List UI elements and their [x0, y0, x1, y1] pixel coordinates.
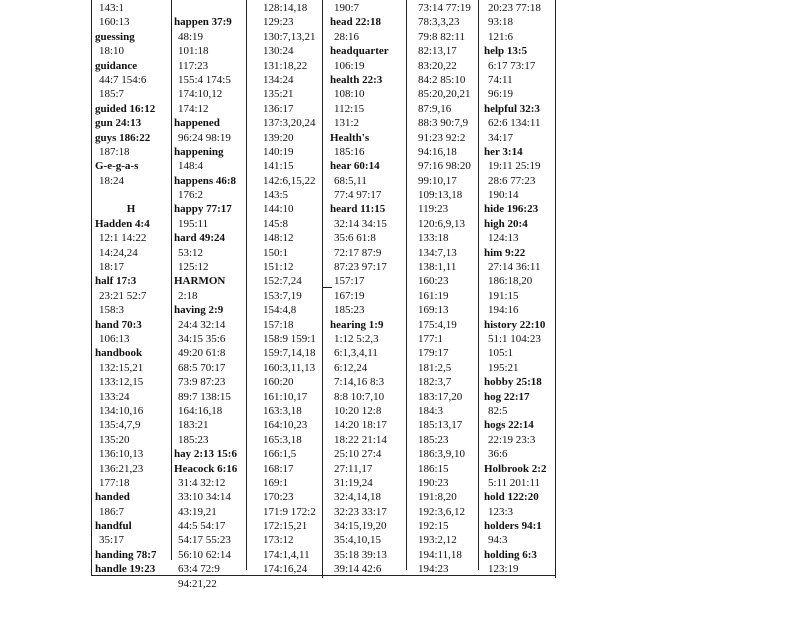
index-entry-pages: 96:24 98:19	[178, 131, 231, 144]
index-entry-term: hearing 1:9	[330, 318, 384, 331]
index-entry-pages: 128:14,18	[263, 2, 308, 14]
index-entry-pages: 105:1	[488, 347, 514, 360]
index-entry-pages: 195:21	[488, 361, 519, 374]
column-divider	[91, 0, 92, 575]
index-entry-pages: 133:18	[418, 232, 449, 245]
index-entry-term: history 22:10	[484, 318, 546, 331]
index-entry-pages: 22:19 23:3	[488, 433, 536, 446]
index-entry-pages: 148:4	[178, 160, 204, 173]
index-entry-pages: 193:2,12	[418, 534, 457, 547]
index-entry-term: handful	[95, 520, 132, 533]
index-entry-pages: 183:17,20	[418, 390, 463, 403]
index-entry-pages: 49:20 61:8	[178, 347, 226, 360]
index-entry-pages: 2:18	[178, 289, 198, 302]
index-entry-pages: 51:1 104:23	[488, 332, 541, 345]
index-entry-pages: 160:23	[418, 275, 449, 288]
index-entry-term: heard 11:15	[330, 203, 386, 216]
index-entry-pages: 144:10	[263, 203, 294, 216]
bottom-rule	[91, 575, 556, 576]
index-column-3	[259, 1, 327, 577]
index-entry-pages: 18:10	[99, 45, 125, 58]
index-entry-pages: 96:19	[488, 88, 514, 101]
index-entry-pages: 183:21	[178, 419, 209, 432]
index-entry-pages: 10:20 12:8	[334, 404, 382, 417]
index-entry-pages: 77:4 97:17	[334, 189, 382, 202]
column-divider	[246, 0, 247, 570]
index-entry-pages: 186:15	[418, 462, 449, 475]
index-entry-pages: 91:23 92:2	[418, 131, 466, 144]
index-entry-term: hay 2:13 15:6	[174, 448, 237, 461]
index-entry-pages: 78:3,3,23	[418, 16, 460, 29]
index-entry-pages: 68:5 70:17	[178, 361, 226, 374]
index-entry-pages: 194:11,18	[418, 548, 462, 561]
index-entry-pages: 27:11,17	[334, 462, 373, 475]
index-entry-pages: 164:16,18	[178, 404, 223, 417]
index-entry-pages: 137:3,20,24	[263, 117, 316, 130]
index-entry-pages: 152:7,24	[263, 275, 302, 288]
index-entry-pages: 32:14 34:15	[334, 217, 387, 230]
index-entry-pages: 44:7 154:6	[99, 73, 147, 86]
index-entry-pages: 195:11	[178, 217, 209, 230]
index-entry-pages: 18:24	[99, 174, 125, 187]
index-entry-pages: 187:18	[99, 145, 130, 158]
index-entry-term: Health's	[330, 131, 370, 144]
index-entry-pages: 155:4 174:5	[178, 73, 231, 86]
index-entry-pages: 133:24	[99, 390, 130, 403]
index-entry-pages: 173:12	[263, 534, 294, 547]
index-entry-pages: 185:13,17	[418, 419, 463, 432]
index-entry-pages	[178, 1, 248, 15]
index-entry-pages: 185:23	[178, 433, 209, 446]
index-entry-pages: 35:18 39:13	[334, 548, 387, 561]
index-entry-pages: 134:7,13	[418, 246, 457, 259]
index-entry-term: handing 78:7	[95, 548, 157, 561]
index-entry-pages: 34:15,19,20	[334, 520, 387, 533]
index-entry-pages: 35:4,10,15	[334, 534, 382, 547]
index-entry-pages: 190:23	[418, 476, 449, 489]
index-entry-pages: 177:18	[99, 476, 130, 489]
index-entry-pages: 119:23	[418, 203, 449, 216]
index-entry-pages: 74:11	[488, 73, 513, 86]
index-entry-term: head 22:18	[330, 16, 382, 29]
index-entry-pages: 79:8 82:11	[418, 30, 465, 43]
index-entry-pages: 164:10,23	[263, 419, 308, 432]
index-entry-pages: 172:15,21	[263, 520, 308, 533]
index-entry-term: happen 37:9	[174, 16, 232, 29]
index-entry-pages: 151:12	[263, 261, 294, 274]
index-entry-pages: 83:20,22	[418, 59, 457, 72]
index-entry-pages: 54:17 55:23	[178, 534, 231, 547]
index-entry-term: handbook	[95, 347, 143, 360]
index-entry-term: hog 22:17	[484, 390, 530, 403]
index-entry-pages: 167:19	[334, 289, 365, 302]
index-entry-pages: 18:17	[99, 261, 125, 274]
index-entry-pages: 20:23 77:18	[488, 2, 541, 14]
index-entry-term: happy 77:17	[174, 203, 232, 216]
index-entry-pages: 160:13	[99, 16, 130, 29]
index-entry-pages: 53:12	[178, 246, 204, 259]
index-entry-pages: 161:10,17	[263, 390, 308, 403]
index-entry-pages: 194:23	[418, 563, 449, 576]
index-entry-pages: 87:23 97:17	[334, 261, 387, 274]
index-entry-pages: 82:5	[488, 404, 508, 417]
index-column-2	[174, 1, 248, 591]
index-entry-pages: 148:12	[263, 232, 294, 245]
index-entry-pages: 101:18	[178, 45, 209, 58]
index-entry-pages: 135:20	[99, 433, 130, 446]
index-entry-pages: 185:16	[334, 145, 365, 158]
index-entry-pages: 124:13	[488, 232, 519, 245]
index-entry-pages: 133:12,15	[99, 376, 144, 389]
index-entry-term: holding 6:3	[484, 548, 537, 561]
index-entry-pages: 34:17	[488, 131, 514, 144]
column-divider	[322, 0, 323, 578]
index-entry-term: high 20:4	[484, 217, 528, 230]
index-entry-pages: 28:6 77:23	[488, 174, 536, 187]
index-entry-pages: 112:15	[334, 102, 365, 115]
index-entry-pages: 154:4,8	[263, 304, 297, 317]
index-entry-pages: 136:17	[263, 102, 294, 115]
index-entry-term: G-e-g-a-s	[95, 160, 139, 173]
index-entry-pages: 32:4,14,18	[334, 491, 382, 504]
index-entry-pages: 94:3	[488, 534, 508, 547]
index-entry-pages: 179:17	[418, 347, 449, 360]
index-entry-pages: 93:18	[488, 16, 514, 29]
index-entry-pages: 136:21,23	[99, 462, 144, 475]
index-entry-pages: 157:17	[334, 275, 365, 288]
index-entry-term: handle 19:23	[95, 563, 156, 576]
index-entry-pages: 89:7 138:15	[178, 390, 231, 403]
index-entry-pages: 73:9 87:23	[178, 376, 226, 389]
index-entry-pages: 185:7	[99, 88, 125, 101]
index-entry-pages: 18:22 21:14	[334, 433, 387, 446]
index-entry-term: hobby 25:18	[484, 376, 542, 389]
index-entry-pages: 134:24	[263, 73, 294, 86]
index-entry-pages: 143:1	[99, 2, 125, 14]
column-divider	[478, 0, 479, 570]
index-entry-pages: 109:13,18	[418, 189, 463, 202]
index-entry-pages: 5:11 201:11	[488, 476, 541, 489]
index-entry-pages: 194:16	[488, 304, 519, 317]
index-entry-pages: 94:21,22	[178, 577, 217, 590]
index-entry-term: hogs 22:14	[484, 419, 534, 432]
index-entry-pages: 24:4 32:14	[178, 318, 226, 331]
index-entry-pages: 85:20,20,21	[418, 88, 471, 101]
index-entry-term: holders 94:1	[484, 520, 542, 533]
index-entry-pages: 169:1	[263, 476, 289, 489]
index-entry-term: her 3:14	[484, 145, 523, 158]
index-entry-pages: 97:16 98:20	[418, 160, 471, 173]
index-entry-term: health 22:3	[330, 73, 383, 86]
index-entry-pages: 88:3 90:7,9	[418, 117, 469, 130]
index-entry-pages: 12:1 14:22	[99, 232, 147, 245]
index-entry-pages: 160:3,11,13	[263, 361, 316, 374]
index-entry-pages: 181:2,5	[418, 361, 452, 374]
index-entry-pages: 166:1,5	[263, 448, 297, 461]
index-entry-pages: 123:19	[488, 563, 519, 576]
index-entry-pages: 160:20	[263, 376, 294, 389]
index-entry-pages: 25:10 27:4	[334, 448, 382, 461]
index-entry-pages: 125:12	[178, 261, 209, 274]
index-entry-pages: 7:14,16 8:3	[334, 376, 385, 389]
index-entry-pages: 56:10 62:14	[178, 548, 231, 561]
index-entry-pages: 161:19	[418, 289, 449, 302]
index-entry-pages: 182:3,7	[418, 376, 452, 389]
index-entry-pages: 174:1,4,11	[263, 548, 310, 561]
index-entry-pages: 131:18,22	[263, 59, 308, 72]
index-entry-pages: 108:10	[334, 88, 365, 101]
column-divider	[406, 0, 407, 570]
index-entry-term: hold 122:20	[484, 491, 539, 504]
index-entry-pages: 176:2	[178, 189, 204, 202]
index-entry-pages: 186:18,20	[488, 275, 533, 288]
index-entry-pages: 106:19	[334, 59, 365, 72]
index-entry-pages: 8:8 10:7,10	[334, 390, 385, 403]
index-entry-pages: 73:14 77:19	[418, 2, 471, 14]
index-entry-pages: 170:23	[263, 491, 294, 504]
index-entry-term: Heacock 6:16	[174, 462, 238, 475]
index-entry-pages: 106:13	[99, 332, 130, 345]
index-entry-pages: 191:8,20	[418, 491, 457, 504]
index-entry-pages: 35:6 61:8	[334, 232, 376, 245]
index-entry-pages: 36:6	[488, 448, 508, 461]
index-entry-term: Holbrook 2:2	[484, 462, 547, 475]
index-entry-pages: 168:17	[263, 462, 294, 475]
index-entry-pages	[99, 188, 167, 202]
index-entry-pages: 186:7	[99, 505, 125, 518]
index-entry-pages: 43:19,21	[178, 505, 217, 518]
index-entry-pages: 136:10,13	[99, 448, 144, 461]
index-entry-pages: 72:17 87:9	[334, 246, 382, 259]
index-entry-term: headquarter	[330, 45, 389, 58]
index-entry-pages: 174:10,12	[178, 88, 223, 101]
index-entry-pages: 14:24,24	[99, 246, 138, 259]
index-entry-term: happens 46:8	[174, 174, 237, 187]
index-entry-pages: 139:20	[263, 131, 294, 144]
index-entry-pages: 117:23	[178, 59, 209, 72]
index-entry-pages: 171:9 172:2	[263, 505, 316, 518]
index-entry-pages: 19:11 25:19	[488, 160, 541, 173]
index-entry-pages: 84:2 85:10	[418, 73, 466, 86]
index-entry-term: guessing	[95, 30, 135, 43]
index-entry-pages: 44:5 54:17	[178, 520, 226, 533]
index-entry-term: happened	[174, 117, 220, 130]
index-entry-term: guys 186:22	[95, 131, 151, 144]
index-entry-pages: 192:3,6,12	[418, 505, 466, 518]
index-entry-pages: 158:3	[99, 304, 125, 317]
index-entry-pages: 68:5,11	[334, 174, 367, 187]
index-entry-term: help 13:5	[484, 45, 528, 58]
index-entry-pages: 35:17	[99, 534, 125, 547]
index-entry-term: happening	[174, 145, 224, 158]
index-column-1	[95, 1, 167, 577]
index-entry-pages: 192:15	[418, 520, 449, 533]
index-entry-pages: 186:3,9,10	[418, 448, 466, 461]
index-entry-pages: 185:23	[334, 304, 365, 317]
index-entry-term: guidance	[95, 59, 138, 72]
index-entry-pages: 31:4 32:12	[178, 476, 226, 489]
index-entry-pages: 134:10,16	[99, 404, 144, 417]
index-entry-pages: 143:5	[263, 189, 289, 202]
index-entry-pages: 39:14 42:6	[334, 563, 382, 576]
index-entry-pages: 169:13	[418, 304, 449, 317]
index-entry-term: Hadden 4:4	[95, 217, 150, 230]
column-divider	[171, 0, 172, 560]
index-entry-pages: 6:12,24	[334, 361, 368, 374]
index-entry-pages: 150:1	[263, 246, 289, 259]
index-entry-pages: 123:3	[488, 505, 514, 518]
index-entry-pages: 165:3,18	[263, 433, 302, 446]
index-entry-pages: 94:16,18	[418, 145, 457, 158]
index-entry-pages: 140:19	[263, 145, 294, 158]
index-entry-pages: 184:3	[418, 404, 444, 417]
index-entry-term: helpful 32:3	[484, 102, 540, 115]
index-entry-pages: 1:12 5:2,3	[334, 332, 379, 345]
index-entry-pages: 34:15 35:6	[178, 332, 226, 345]
index-entry-term: half 17:3	[95, 275, 137, 288]
index-entry-pages: 190:7	[334, 2, 360, 14]
index-entry-term: HARMON	[174, 275, 226, 288]
index-entry-pages: 129:23	[263, 16, 294, 29]
index-entry-pages: 142:6,15,22	[263, 174, 316, 187]
index-entry-term: hear 60:14	[330, 160, 380, 173]
index-entry-pages: 6:17 73:17	[488, 59, 536, 72]
index-entry-pages: 175:4,19	[418, 318, 457, 331]
index-entry-term: him 9:22	[484, 246, 526, 259]
index-entry-term: H	[126, 203, 136, 216]
index-entry-term: gun 24:13	[95, 117, 142, 130]
index-entry-pages: 130:7,13,21	[263, 30, 316, 43]
index-entry-pages: 157:18	[263, 318, 294, 331]
column-divider	[555, 0, 556, 578]
index-column-4	[330, 1, 406, 577]
index-entry-term: hide 196:23	[484, 203, 539, 216]
divider-tick	[322, 287, 332, 288]
index-entry-pages: 33:10 34:14	[178, 491, 231, 504]
index-entry-pages: 163:3,18	[263, 404, 302, 417]
index-entry-pages: 177:1	[418, 332, 444, 345]
index-entry-pages: 130:24	[263, 45, 294, 58]
index-entry-pages: 145:8	[263, 217, 289, 230]
index-entry-pages: 31:19,24	[334, 476, 373, 489]
index-entry-pages: 28:16	[334, 30, 360, 43]
index-entry-pages: 174:12	[178, 102, 209, 115]
index-entry-pages: 190:14	[488, 189, 519, 202]
index-entry-pages: 159:7,14,18	[263, 347, 316, 360]
index-entry-pages: 131:2	[334, 117, 360, 130]
index-entry-pages: 82:13,17	[418, 45, 457, 58]
index-entry-pages: 141:15	[263, 160, 294, 173]
index-entry-pages: 23:21 52:7	[99, 289, 147, 302]
index-entry-pages: 135:4,7,9	[99, 419, 141, 432]
index-column-6	[484, 1, 554, 577]
index-entry-pages: 121:6	[488, 30, 514, 43]
index-entry-term: guided 16:12	[95, 102, 156, 115]
index-column-5	[414, 1, 482, 577]
index-entry-pages: 132:15,21	[99, 361, 144, 374]
index-entry-pages: 6:1,3,4,11	[334, 347, 378, 360]
index-entry-pages: 48:19	[178, 30, 204, 43]
index-entry-term: hand 70:3	[95, 318, 142, 331]
index-entry-term: handed	[95, 491, 130, 504]
index-entry-pages: 174:16,24	[263, 563, 308, 576]
index-entry-pages: 32:23 33:17	[334, 505, 387, 518]
index-entry-pages: 153:7,19	[263, 289, 302, 302]
index-entry-pages: 63:4 72:9	[178, 563, 220, 576]
index-entry-term: hard 49:24	[174, 232, 226, 245]
index-entry-pages: 120:6,9,13	[418, 217, 466, 230]
index-entry-pages: 62:6 134:11	[488, 117, 541, 130]
index-entry-term: having 2:9	[174, 304, 224, 317]
index-entry-pages: 27:14 36:11	[488, 261, 541, 274]
index-entry-pages: 185:23	[418, 433, 449, 446]
index-entry-pages: 99:10,17	[418, 174, 457, 187]
index-entry-pages: 14:20 18:17	[334, 419, 387, 432]
index-entry-pages: 138:1,11	[418, 261, 457, 274]
index-entry-pages: 87:9,16	[418, 102, 452, 115]
index-entry-pages: 135:21	[263, 88, 294, 101]
index-entry-pages: 191:15	[488, 289, 519, 302]
index-entry-pages: 158:9 159:1	[263, 332, 316, 345]
